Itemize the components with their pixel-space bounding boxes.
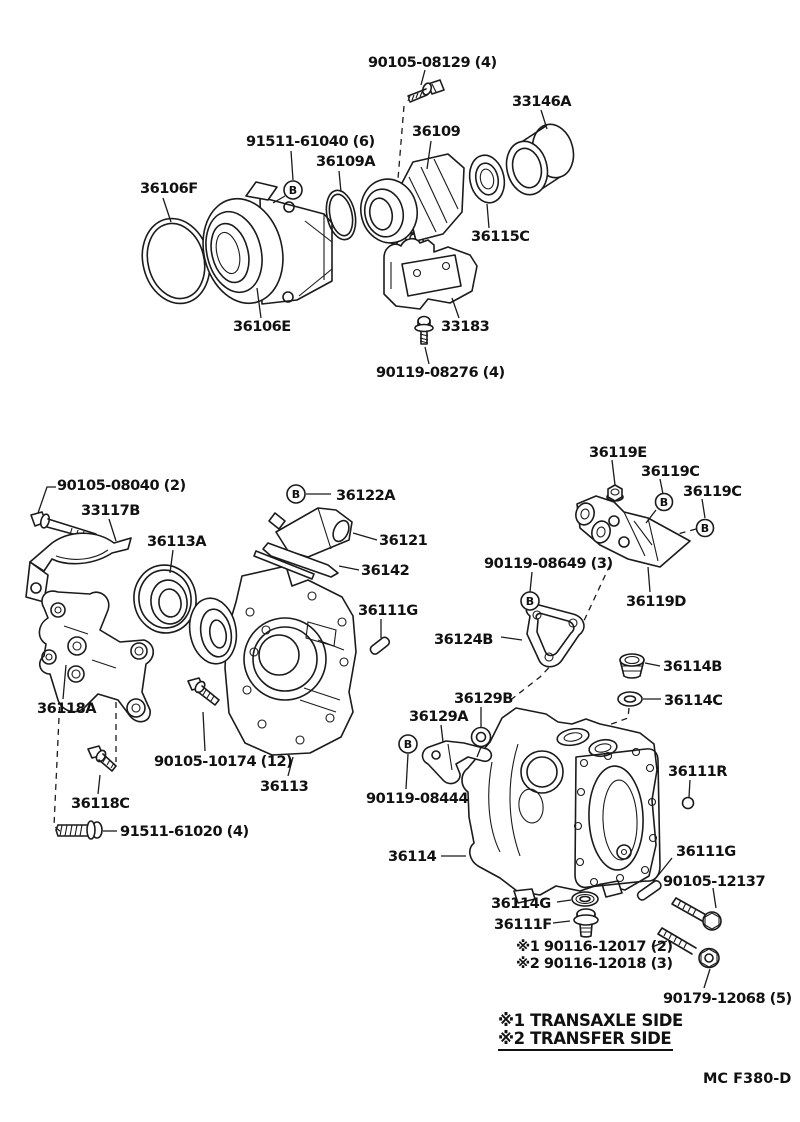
part-label-90105-08040: 90105-08040 (2) xyxy=(57,477,186,494)
bolt-marker-b-36119c-2 xyxy=(697,520,714,537)
bolt-90105-12137 xyxy=(672,898,721,930)
marker-letter: B xyxy=(403,738,413,751)
part-label-36121: 36121 xyxy=(379,532,428,549)
pin-36111g-bottom xyxy=(636,879,662,901)
washer-36114g xyxy=(572,892,598,906)
part-label-36109a: 36109A xyxy=(316,153,376,170)
part-label-33117b: 33117B xyxy=(81,502,140,519)
part-label-90105-10174: 90105-10174 (12) xyxy=(154,753,293,770)
cover-36124b xyxy=(526,604,584,667)
marker-letter: B xyxy=(525,595,535,608)
bolt-marker-b-36122a xyxy=(287,485,305,503)
part-label-36119c-1: 36119C xyxy=(641,463,700,480)
part-label-90105-08129: 90105-08129 (4) xyxy=(368,54,497,71)
part-label-33183: 33183 xyxy=(441,318,490,335)
part-label-36119e: 36119E xyxy=(589,444,647,461)
part-label-90179-12068: 90179-12068 (5) xyxy=(663,990,792,1007)
footnote-transfer-side: ※2 TRANSFER SIDE xyxy=(498,1029,672,1048)
part-label-90119-08444: 90119-08444 xyxy=(366,790,469,807)
part-label-36111g-center: 36111G xyxy=(358,602,418,619)
part-label-90116-12017: ※1 90116-12017 (2) xyxy=(516,938,673,955)
part-label-36119d: 36119D xyxy=(626,593,686,610)
plug-36114b xyxy=(620,654,644,678)
part-label-36106e: 36106E xyxy=(233,318,291,335)
part-label-90119-08276: 90119-08276 (4) xyxy=(376,364,505,381)
part-label-36113a: 36113A xyxy=(147,533,207,550)
bolt-91511-61020 xyxy=(56,821,102,839)
part-label-91511-61040: 91511-61040 (6) xyxy=(246,133,375,150)
part-label-91511-61020: 91511-61020 (4) xyxy=(120,823,249,840)
part-label-36119c-2: 36119C xyxy=(683,483,742,500)
bolt-marker-b-08649 xyxy=(521,592,539,610)
part-label-36124b: 36124B xyxy=(434,631,493,648)
bracket-33117b xyxy=(26,533,131,602)
part-label-36129b: 36129B xyxy=(454,690,513,707)
marker-letter: B xyxy=(700,522,710,535)
sheet-code: MC F380-D xyxy=(703,1071,792,1087)
part-label-36114g: 36114G xyxy=(491,895,551,912)
footnotes xyxy=(498,1011,683,1050)
pin-36111g-center xyxy=(369,636,391,656)
part-label-36118c: 36118C xyxy=(71,795,130,812)
nut-36119e xyxy=(607,485,623,501)
bolt-90119-08276 xyxy=(415,317,433,345)
part-label-36111f: 36111F xyxy=(494,916,552,933)
part-label-90116-12018: ※2 90116-12018 (3) xyxy=(516,955,673,972)
marker-letter: B xyxy=(659,496,669,509)
bracket-33183 xyxy=(384,239,477,309)
nut-90179-12068 xyxy=(699,949,719,968)
part-label-36129a: 36129A xyxy=(409,708,469,725)
part-label-36109: 36109 xyxy=(412,123,461,140)
part-label-36118a: 36118A xyxy=(37,700,97,717)
transaxle-case-36114 xyxy=(462,708,660,903)
part-label-90105-12137: 90105-12137 xyxy=(663,873,766,890)
part-label-36106f: 36106F xyxy=(140,180,198,197)
bolt-marker-b-top xyxy=(284,181,302,199)
gasket-36114c xyxy=(618,692,642,706)
case-36106e xyxy=(192,182,332,312)
marker-letter: B xyxy=(288,184,298,197)
footnote-transaxle-side: ※1 TRANSAXLE SIDE xyxy=(498,1011,683,1030)
plug-36111f xyxy=(574,909,598,937)
part-label-36142: 36142 xyxy=(361,562,410,579)
part-label-36111r: 36111R xyxy=(668,763,728,780)
bolt-marker-b-36119c-1 xyxy=(656,494,673,511)
part-label-36122a: 36122A xyxy=(336,487,396,504)
bolt-36118c xyxy=(88,746,116,771)
part-label-36111g-bottom: 36111G xyxy=(676,843,736,860)
pin-36111r xyxy=(683,798,694,809)
sleeve-33146a xyxy=(501,120,579,199)
part-label-36114: 36114 xyxy=(388,848,437,865)
bolt-90105-08129 xyxy=(408,80,444,102)
part-label-36113: 36113 xyxy=(260,778,309,795)
bolt-marker-b-08444 xyxy=(399,735,417,753)
bolt-90105-10174 xyxy=(188,678,219,705)
part-label-36114c: 36114C xyxy=(664,692,723,709)
part-label-36115c: 36115C xyxy=(471,228,530,245)
part-label-36114b: 36114B xyxy=(663,658,722,675)
part-label-90119-08649: 90119-08649 (3) xyxy=(484,555,613,572)
transfer-case-36113 xyxy=(185,566,356,755)
marker-letter: B xyxy=(291,488,301,501)
part-label-33146a: 33146A xyxy=(512,93,572,110)
grommet-36129b xyxy=(472,728,491,747)
oil-seal-36115c xyxy=(465,152,508,206)
